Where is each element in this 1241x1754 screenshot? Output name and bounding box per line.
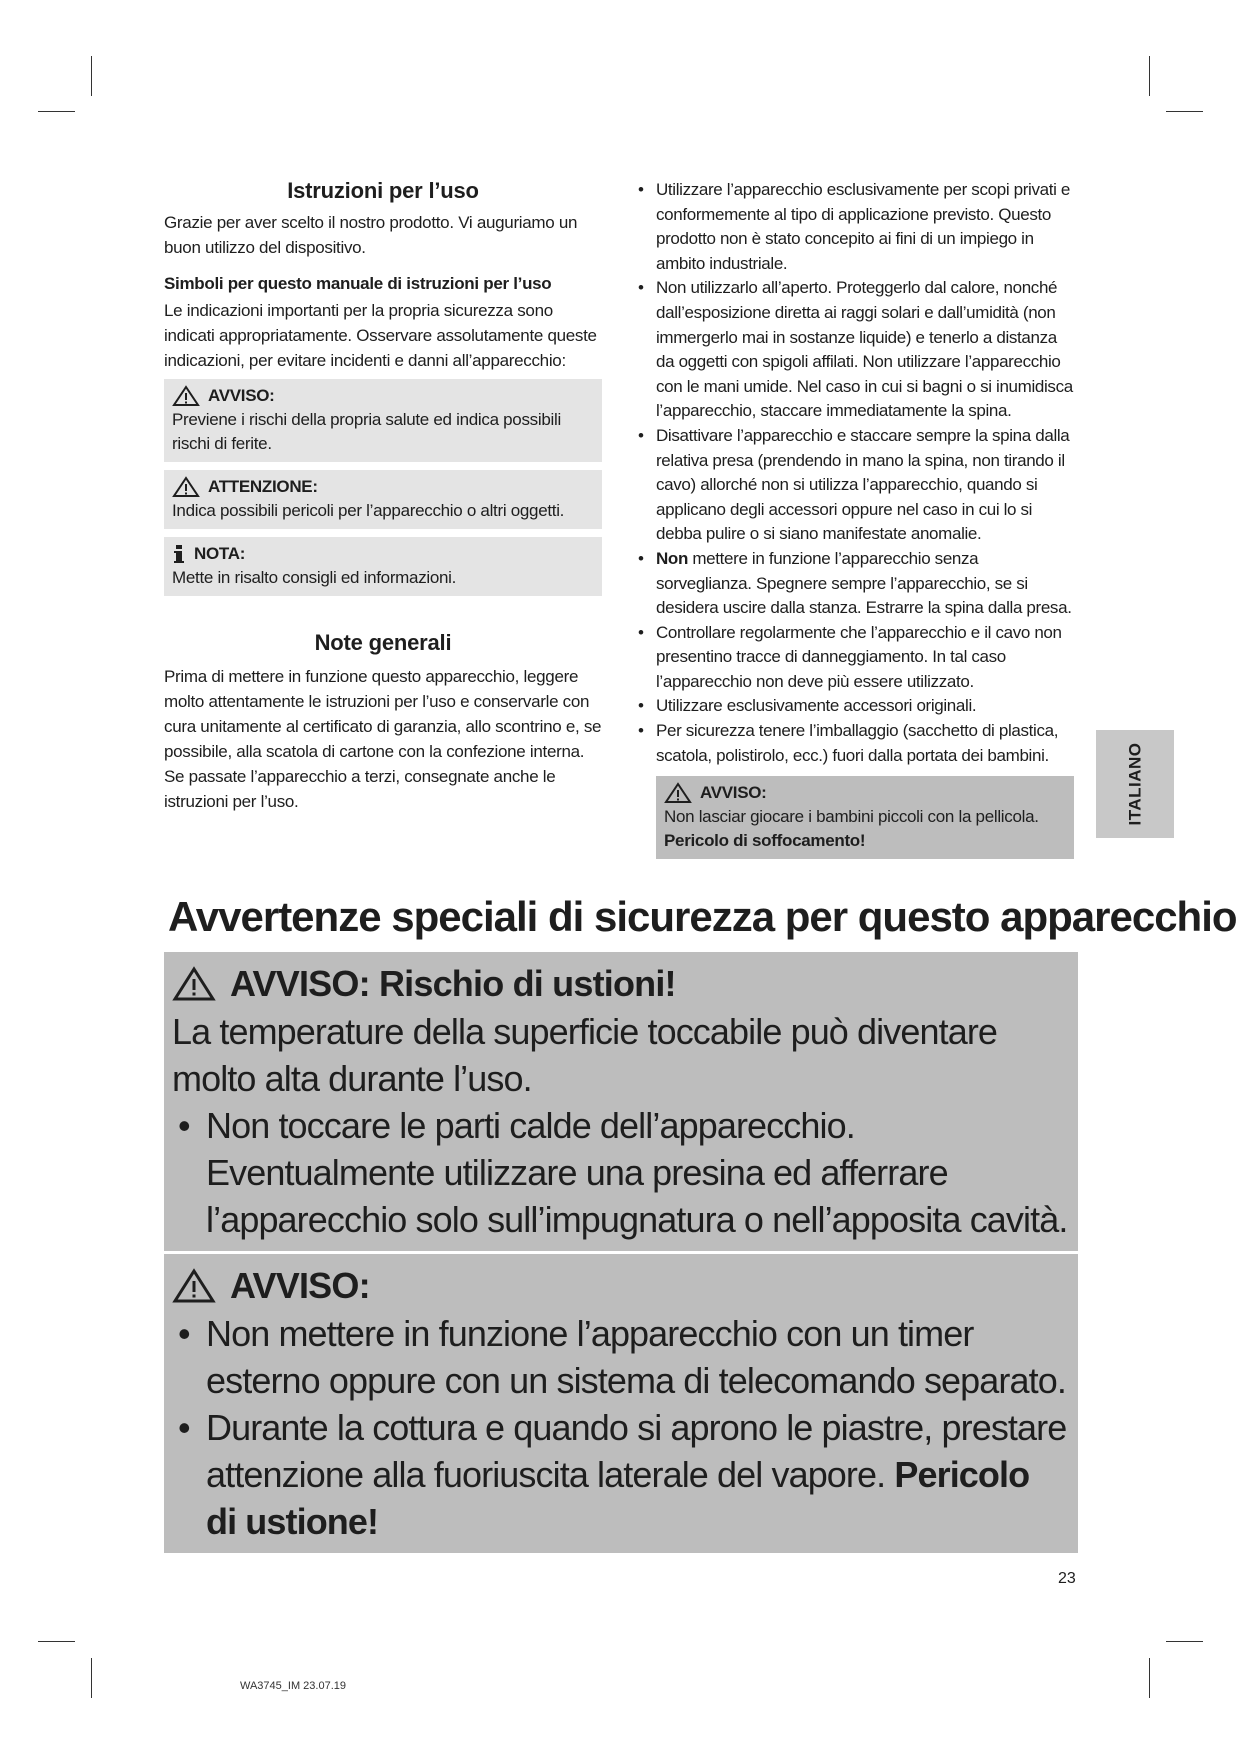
notice-nota-text: Mette in risalto consigli ed informazioni. bbox=[172, 568, 457, 587]
notice-avviso-children-label: AVVISO: bbox=[700, 783, 767, 803]
big-notice-burn bbox=[164, 952, 1078, 1251]
section-title-istruzioni: Istruzioni per l’uso bbox=[287, 178, 479, 203]
notice-avviso-text: Previene i rischi della propria salute ed indica possibili rischi di ferite. bbox=[172, 410, 561, 453]
list-item: • Non toccare le parti calde dell’apparecchio. Eventualmente utilizzare una presina ed afferrare l’apparecchio solo sull’impugnatura o nell’apposita cavità. bbox=[178, 1105, 1068, 1240]
crop-mark bbox=[1149, 56, 1150, 96]
warning-icon bbox=[172, 385, 200, 407]
warning-icon bbox=[664, 782, 692, 804]
crop-mark bbox=[1149, 1658, 1150, 1698]
crop-mark bbox=[38, 111, 75, 112]
right-column bbox=[634, 178, 1074, 859]
left-column bbox=[164, 178, 602, 814]
notice-attenzione-label: ATTENZIONE: bbox=[208, 477, 318, 496]
language-tab-label: ITALIANO bbox=[1125, 742, 1145, 826]
warning-icon bbox=[172, 476, 200, 498]
crop-mark bbox=[91, 1658, 92, 1698]
big-notice-burn-head bbox=[172, 960, 1068, 1008]
symbols-text: Le indicazioni importanti per la propria sicurezza sono indicati appropriatamente. Osservare assolutamente queste indicazioni, per evitare incidenti e danni all’apparecchio: bbox=[164, 301, 597, 370]
crop-mark bbox=[1166, 111, 1203, 112]
notice-avviso-label: AVVISO: bbox=[208, 386, 275, 405]
crop-mark bbox=[38, 1641, 75, 1642]
list-item: • Utilizzare l’apparecchio esclusivamente per scopi privati e conformemente al tipo di applicazione previsto. Questo prodotto non è stato concepito ai fini di un impiego in ambito industriale. bbox=[638, 180, 1070, 273]
warning-icon bbox=[172, 966, 216, 1002]
notice-attenzione bbox=[164, 470, 602, 529]
big-notice-avviso-label: AVVISO: bbox=[230, 1265, 370, 1306]
warning-icon bbox=[172, 1268, 216, 1304]
list-item: • Disattivare l’apparecchio e staccare sempre la spina dalla relativa presa (prendendo in mano la spina, non tirando il cavo) allorché non si utilizza l’apparecchio, quando si applicano degli accessori oppure nel caso in cui lo si debba pulire o si siano manifestate anomalie. bbox=[638, 425, 1070, 544]
list-item: • Durante la cottura e quando si aprono le piastre, prestare attenzione alla fuoriuscita laterale del vapore. Pericolo di ustione! bbox=[178, 1407, 1067, 1542]
notice-nota-label: NOTA: bbox=[194, 544, 246, 563]
big-notice-avviso-list bbox=[172, 1310, 1068, 1545]
intro-text: Grazie per aver scelto il nostro prodotto. Vi auguriamo un buon utilizzo del dispositivo. bbox=[164, 213, 578, 257]
list-item: • Controllare regolarmente che l’apparecchio e il cavo non presentino tracce di danneggiamento. In tal caso l’apparecchio non deve più essere utilizzato. bbox=[638, 622, 1062, 691]
page-number: 23 bbox=[1058, 1570, 1076, 1587]
symbols-title: Simboli per questo manuale di istruzioni per l’uso bbox=[164, 274, 552, 293]
special-warnings-title: Avvertenze speciali di sicurezza per questo apparecchio bbox=[168, 893, 1237, 940]
notice-attenzione-text: Indica possibili pericoli per l’apparecchio o altri oggetti. bbox=[172, 501, 565, 520]
list-item: • Per sicurezza tenere l’imballaggio (sacchetto di plastica, scatola, polistirolo, ecc.) fuori dalla portata dei bambini. bbox=[638, 721, 1059, 765]
notice-nota-head bbox=[172, 542, 594, 566]
notice-avviso-children bbox=[656, 776, 1074, 859]
notice-nota bbox=[164, 537, 602, 596]
big-notice-avviso bbox=[164, 1254, 1078, 1553]
notice-avviso-children-text: Non lasciar giocare i bambini piccoli con la pellicola. bbox=[664, 807, 1039, 827]
big-notice-burn-list bbox=[172, 1102, 1068, 1243]
info-icon bbox=[172, 544, 186, 564]
crop-mark bbox=[1166, 1641, 1203, 1642]
notice-avviso-children-bold: Pericolo di soffocamento! bbox=[664, 831, 866, 851]
crop-mark bbox=[91, 56, 92, 96]
big-notice-avviso-head bbox=[172, 1262, 1068, 1310]
notice-avviso-head bbox=[172, 384, 594, 408]
notice-attenzione-head bbox=[172, 475, 594, 499]
language-tab bbox=[1096, 730, 1174, 838]
footer-code: WA3745_IM 23.07.19 bbox=[240, 1680, 346, 1692]
list-item: • Non mettere in funzione l’apparecchio con un timer esterno oppure con un sistema di telecomando separato. bbox=[178, 1313, 1066, 1401]
notice-avviso-children-head bbox=[664, 781, 1066, 805]
section-title-note-generali: Note generali bbox=[314, 630, 452, 655]
big-notice-burn-label: AVVISO: Rischio di ustioni! bbox=[230, 963, 676, 1004]
list-item: • Utilizzare esclusivamente accessori originali. bbox=[638, 696, 977, 716]
safety-list bbox=[634, 178, 1074, 768]
list-item: • Non utilizzarlo all’aperto. Proteggerlo dal calore, nonché dall’esposizione diretta ai raggi solari e dall’umidità (non immergerlo mai in sostanze liquide) e tenerlo a distanza da oggetti con spigoli affilati. Non utilizzare l’apparecchio con le mani umide. Nel caso in cui si bagni o si inumidisca l’apparecchio, staccare immediatamente la spina. bbox=[638, 278, 1073, 421]
general-text: Prima di mettere in funzione questo apparecchio, leggere molto attentamente le istruzioni per l’uso e conservarle con cura unitamente al certificato di garanzia, allo scontrino e, se possibile, alla scatola di cartone con la confezione interna. Se passate l’apparecchio a terzi, consegnate anche le istruzioni per l’uso. bbox=[164, 667, 602, 811]
notice-avviso bbox=[164, 379, 602, 462]
list-item: • Non mettere in funzione l’apparecchio senza sorveglianza. Spegnere sempre l’apparecchio, se si desidera uscire dalla stanza. Estrarre la spina dalla presa. bbox=[638, 548, 1072, 618]
big-notice-burn-text: La temperature della superficie toccabile può diventare molto alta durante l’uso. bbox=[172, 1011, 998, 1099]
